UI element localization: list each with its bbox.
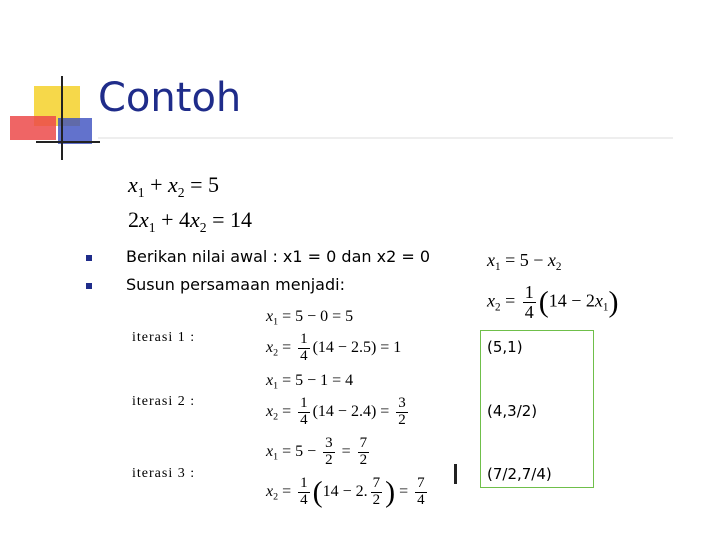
fraction: $\frac{1}{4}$ bbox=[300, 475, 308, 508]
fraction: $\frac{7}{2}$ bbox=[372, 475, 381, 508]
iteration-label: iterasi 3 : bbox=[132, 466, 196, 481]
slide-logo bbox=[0, 0, 110, 170]
iteration-3-x1: $x_1 = 5$ − $\frac{3}{2}$ = $\frac{7}{2}$ bbox=[266, 435, 368, 468]
title-divider bbox=[98, 137, 673, 139]
bullet-list bbox=[78, 246, 430, 302]
logo-blue-square bbox=[58, 118, 92, 144]
iteration-label: iterasi 1 : bbox=[132, 330, 196, 345]
iteration-1-x2: $x_2$ = $\frac{1}{4}$ (14 − 2.5) = 1 bbox=[266, 331, 402, 364]
logo-red-square bbox=[10, 116, 56, 140]
result-iteration-3: (7/2,7/4) bbox=[487, 465, 552, 483]
fraction: $\frac{3}{2}$ bbox=[398, 395, 406, 428]
equation-1: $x_1 + x_2 = 5$ bbox=[128, 172, 219, 200]
iteration-2-x2: $x_2$ = $\frac{1}{4}$ (14 − 2.4) = $\frac{3}{2}$ bbox=[266, 395, 406, 428]
text-cursor-mark bbox=[454, 464, 457, 484]
iteration-label: iterasi 2 : bbox=[132, 394, 196, 409]
bullet-item: Susun persamaan menjadi: bbox=[78, 274, 430, 302]
bullet-square-icon bbox=[86, 283, 92, 289]
iteration-3-x2: $x_2$ = $\frac{1}{4}$ (14 − 2. $\frac{7}{2}$ ) = $\frac{7}{4}$ bbox=[266, 475, 425, 509]
equation-2: $2x_1 + 4x_2 = 14$ bbox=[128, 207, 252, 235]
fraction: $\frac{1}{4}$ bbox=[300, 331, 308, 364]
bullet-square-icon bbox=[86, 255, 92, 261]
slide-title: Contoh bbox=[98, 75, 242, 121]
fraction: $\frac{7}{2}$ bbox=[359, 435, 368, 468]
iteration-2-x1: $x_1 = 5 - 1 = 4$ bbox=[266, 372, 354, 392]
fraction: $\frac{1}{4}$ bbox=[524, 282, 534, 322]
fraction: $\frac{7}{4}$ bbox=[417, 475, 425, 508]
rearranged-equation-1: $x_1 = 5 - x_2$ bbox=[487, 250, 562, 273]
result-iteration-1: (5,1) bbox=[487, 338, 523, 356]
bullet-item: Berikan nilai awal : x1 = 0 dan x2 = 0 bbox=[78, 246, 430, 274]
rearranged-equation-2: $x_2$ = $\frac{1}{4}$ $(14 - 2x_1)$ bbox=[487, 282, 619, 322]
result-iteration-2: (4,3/2) bbox=[487, 402, 538, 420]
iteration-1-x1: $x_1 = 5 - 0 = 5$ bbox=[266, 308, 354, 328]
fraction: $\frac{1}{4}$ bbox=[300, 395, 308, 428]
fraction: $\frac{3}{2}$ bbox=[325, 435, 333, 468]
